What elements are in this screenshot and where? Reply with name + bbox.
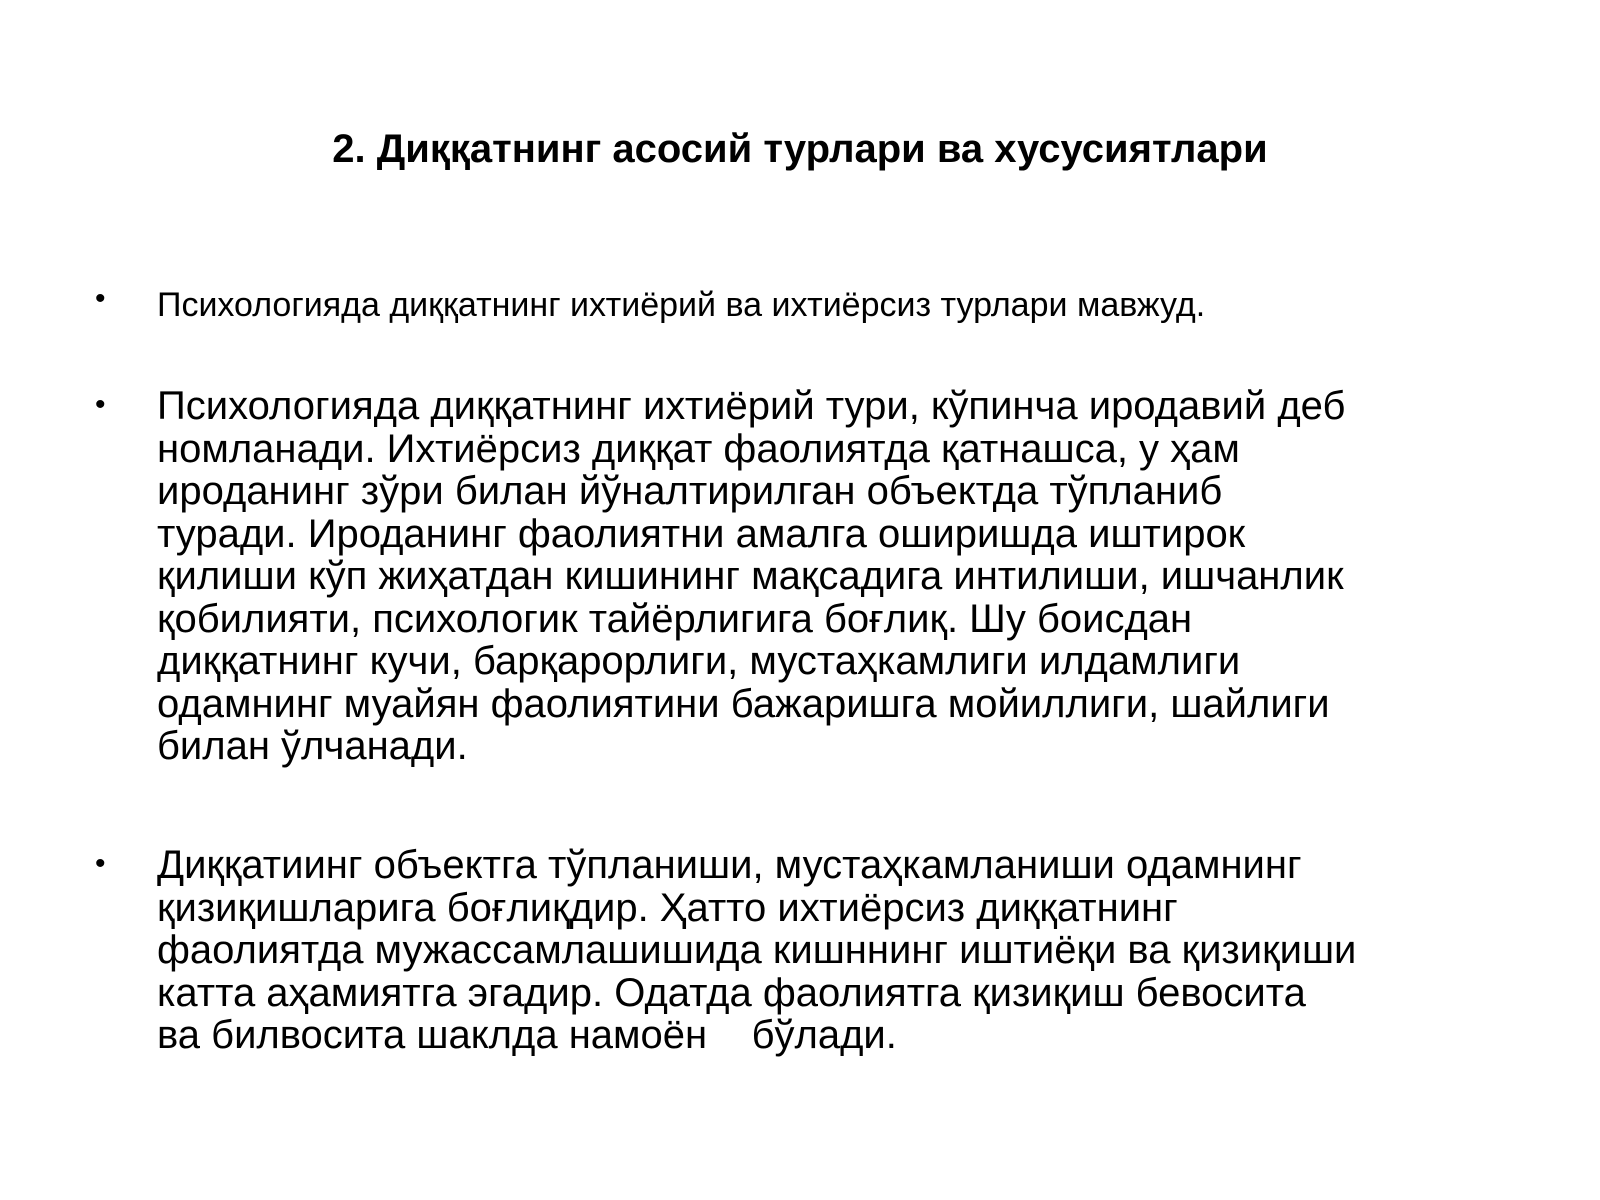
text-line: туради. Ироданинг фаолиятни амалга оширишда иштирок xyxy=(157,511,1246,556)
text-line: фаолиятда мужассамлашишида кишннинг иштиёқи ва қизиқиши xyxy=(157,928,1357,972)
text-line: Психологияда диққатнинг ихтиёрий тури, кўпинча иродавий деб xyxy=(157,384,1346,428)
slide-title: 2. Диққатнинг асосий турлари ва хусусиятлари xyxy=(332,127,1268,171)
text-line: номланади. Ихтиёрсиз диққат фаолиятда қатнашса, у ҳам xyxy=(157,426,1240,471)
bullet-text xyxy=(157,284,1577,326)
text-line: диққатнинг кучи, барқарорлиги, мустаҳкамлиги илдамлиги xyxy=(157,639,1241,683)
text-line: ва билвосита шаклда намоён бўлади. xyxy=(157,1013,897,1057)
text-line: Диққатиинг объектга тўпланиши, мустаҳкамланиши одамнинг xyxy=(157,843,1302,887)
text-line: одамнинг муайян фаолиятини бажаришга мойиллиги, шайлиги xyxy=(157,681,1330,726)
text-line: ироданинг зўри билан йўналтирилган объектда тўпланиб xyxy=(157,469,1223,513)
text-line: қобилияти, психологик тайёрлигига боғлиқ. Шу боисдан xyxy=(157,596,1193,641)
bullet-text xyxy=(157,844,1577,1057)
bullet-marker: • xyxy=(95,847,106,880)
bullet-marker: • xyxy=(95,388,106,421)
bullet-text xyxy=(157,385,1577,768)
bullet-marker: • xyxy=(95,282,106,315)
text-line: билан ўлчанади. xyxy=(157,724,468,768)
text-line: қилиши кўп жиҳатдан кишининг мақсадига интилиши, ишчанлик xyxy=(157,554,1344,598)
text-line: қизиқишларига боғлиқдир. Ҳатто ихтиёрсиз диққатнинг xyxy=(157,885,1178,930)
text-line: Психологияда диққатнинг ихтиёрий ва ихтиёрсиз турлари мавжуд. xyxy=(157,286,1206,324)
text-line: катта аҳамиятга эгадир. Одатда фаолиятга қизиқиш бевосита xyxy=(157,970,1306,1015)
